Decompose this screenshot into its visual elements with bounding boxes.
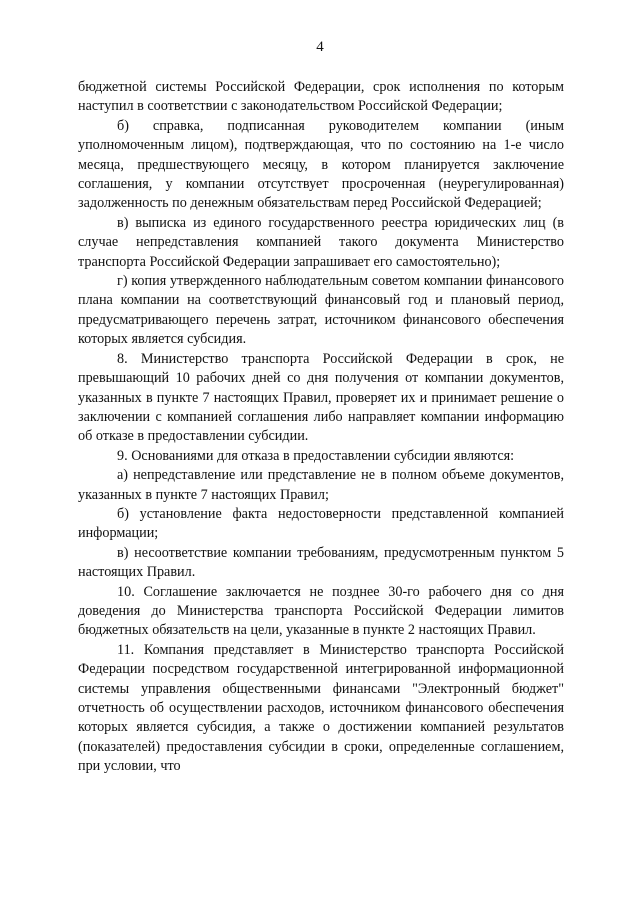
paragraph-clause-9-item-v: в) несоответствие компании требованиям, предусмотренным пунктом 5 настоящих Правил. xyxy=(78,544,564,581)
paragraph-item-g-financial-plan: г) копия утвержденного наблюдательным советом компании финансового плана компании на соответствующий финансовый год и плановый период, предусматривающего перечень затрат, источником финансового обеспечения которых является субсидия. xyxy=(78,273,564,348)
page-number: 4 xyxy=(316,39,324,55)
paragraph-clause-9-item-b: б) установление факта недостоверности представленной компанией информации; xyxy=(78,505,564,542)
paragraph-clause-11: 11. Компания представляет в Министерство транспорта Российской Федерации посредством государственной интегрированной информационной системы управления общественными финансами "Электронный бюджет" отчетность об осуществлении расходов, источником финансового обеспечения которых является субсидия, а также о достижении компанией результатов (показателей) предоставления субсидии в сроки, определенные соглашением, при условии, что xyxy=(78,641,564,775)
paragraph-clause-10: 10. Соглашение заключается не позднее 30-го рабочего дня со дня доведения до Министерства транспорта Российской Федерации лимитов бюджетных обязательств на цели, указанные в пункте 2 настоящих Правил. xyxy=(78,583,564,639)
paragraph-item-v-extract: в) выписка из единого государственного реестра юридических лиц (в случае непредставления компанией такого документа Министерство транспорта Российской Федерации запрашивает его самостоятельно); xyxy=(78,214,564,270)
paragraph-clause-9-item-a: а) непредставление или представление не в полном объеме документов, указанных в пункте 7 настоящих Правил; xyxy=(78,467,564,503)
paragraph-continuation: бюджетной системы Российской Федерации, срок исполнения по которым наступил в соответствии с законодательством Российской Федерации; xyxy=(78,79,564,115)
paragraph-clause-8: 8. Министерство транспорта Российской Федерации в срок, не превышающий 10 рабочих дней со дня получения от компании документов, указанных в пункте 7 настоящих Правил, проверяет их и принимает решение о заключении с компанией соглашения либо направляет компании информацию об отказе в предоставлении субсидии. xyxy=(78,350,564,445)
paragraph-clause-9: 9. Основаниями для отказа в предоставлении субсидии являются: xyxy=(117,447,515,464)
document-body xyxy=(78,78,564,777)
paragraph-item-b-certificate: б) справка, подписанная руководителем компании (иным уполномоченным лицом), подтверждающая, что по состоянию на 1-е число месяца, предшествующего месяцу, в котором планируется заключение соглашения, у компании отсутствует просроченная (неурегулированная) задолженность по денежным обязательствам перед Российской Федерацией; xyxy=(78,117,564,212)
